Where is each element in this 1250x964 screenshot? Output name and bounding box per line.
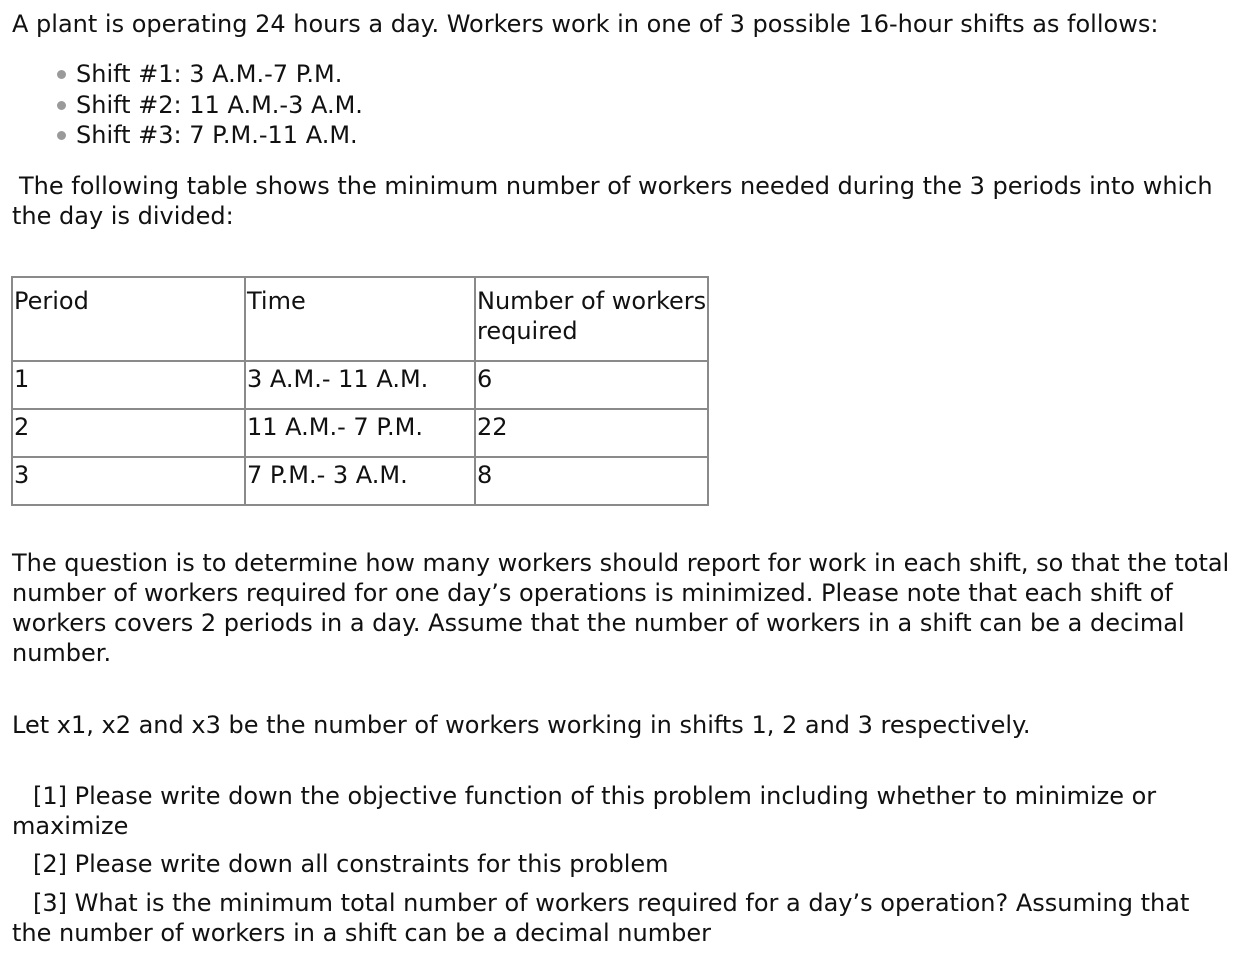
question-item-3: [3] What is the minimum total number of workers required for a day’s operation? Assuming that the number of workers in a shift can be a decimal number <box>12 889 1190 947</box>
cell-period: 3 <box>12 457 245 505</box>
table-header-row <box>12 277 708 361</box>
cell-workers: 6 <box>475 361 708 409</box>
variables-paragraph: Let x1, x2 and x3 be the number of workers working in shifts 1, 2 and 3 respectively. <box>12 711 1031 739</box>
cell-time: 7 P.M.- 3 A.M. <box>245 457 475 505</box>
header-period: Period <box>12 277 245 361</box>
header-workers-required: Number of workers required <box>475 277 708 361</box>
header-time: Time <box>245 277 475 361</box>
shift-item-3: Shift #3: 7 P.M.-11 A.M. <box>55 120 363 151</box>
table-row <box>12 457 708 505</box>
table-row <box>12 409 708 457</box>
question-paragraph: The question is to determine how many workers should report for work in each shift, so that the total number of workers required for one day’s operations is minimized. Please note that each shift of workers covers 2 periods in a day. Assume that the number of workers in a shift can be a decimal number. <box>12 549 1230 667</box>
table-intro-paragraph: The following table shows the minimum number of workers needed during the 3 periods into which the day is divided: <box>12 172 1213 230</box>
shift-item-2: Shift #2: 11 A.M.-3 A.M. <box>55 90 363 121</box>
cell-period: 1 <box>12 361 245 409</box>
cell-time: 3 A.M.- 11 A.M. <box>245 361 475 409</box>
cell-workers: 8 <box>475 457 708 505</box>
table-row <box>12 361 708 409</box>
intro-paragraph: A plant is operating 24 hours a day. Workers work in one of 3 possible 16-hour shifts as follows: <box>12 10 1159 38</box>
cell-workers: 22 <box>475 409 708 457</box>
workers-table <box>11 276 709 506</box>
cell-time: 11 A.M.- 7 P.M. <box>245 409 475 457</box>
question-item-2: [2] Please write down all constraints for this problem <box>33 850 669 878</box>
question-item-1: [1] Please write down the objective function of this problem including whether to minimize or maximize <box>12 782 1157 840</box>
cell-period: 2 <box>12 409 245 457</box>
shift-item-1: Shift #1: 3 A.M.-7 P.M. <box>55 59 363 90</box>
shift-list <box>55 59 363 151</box>
